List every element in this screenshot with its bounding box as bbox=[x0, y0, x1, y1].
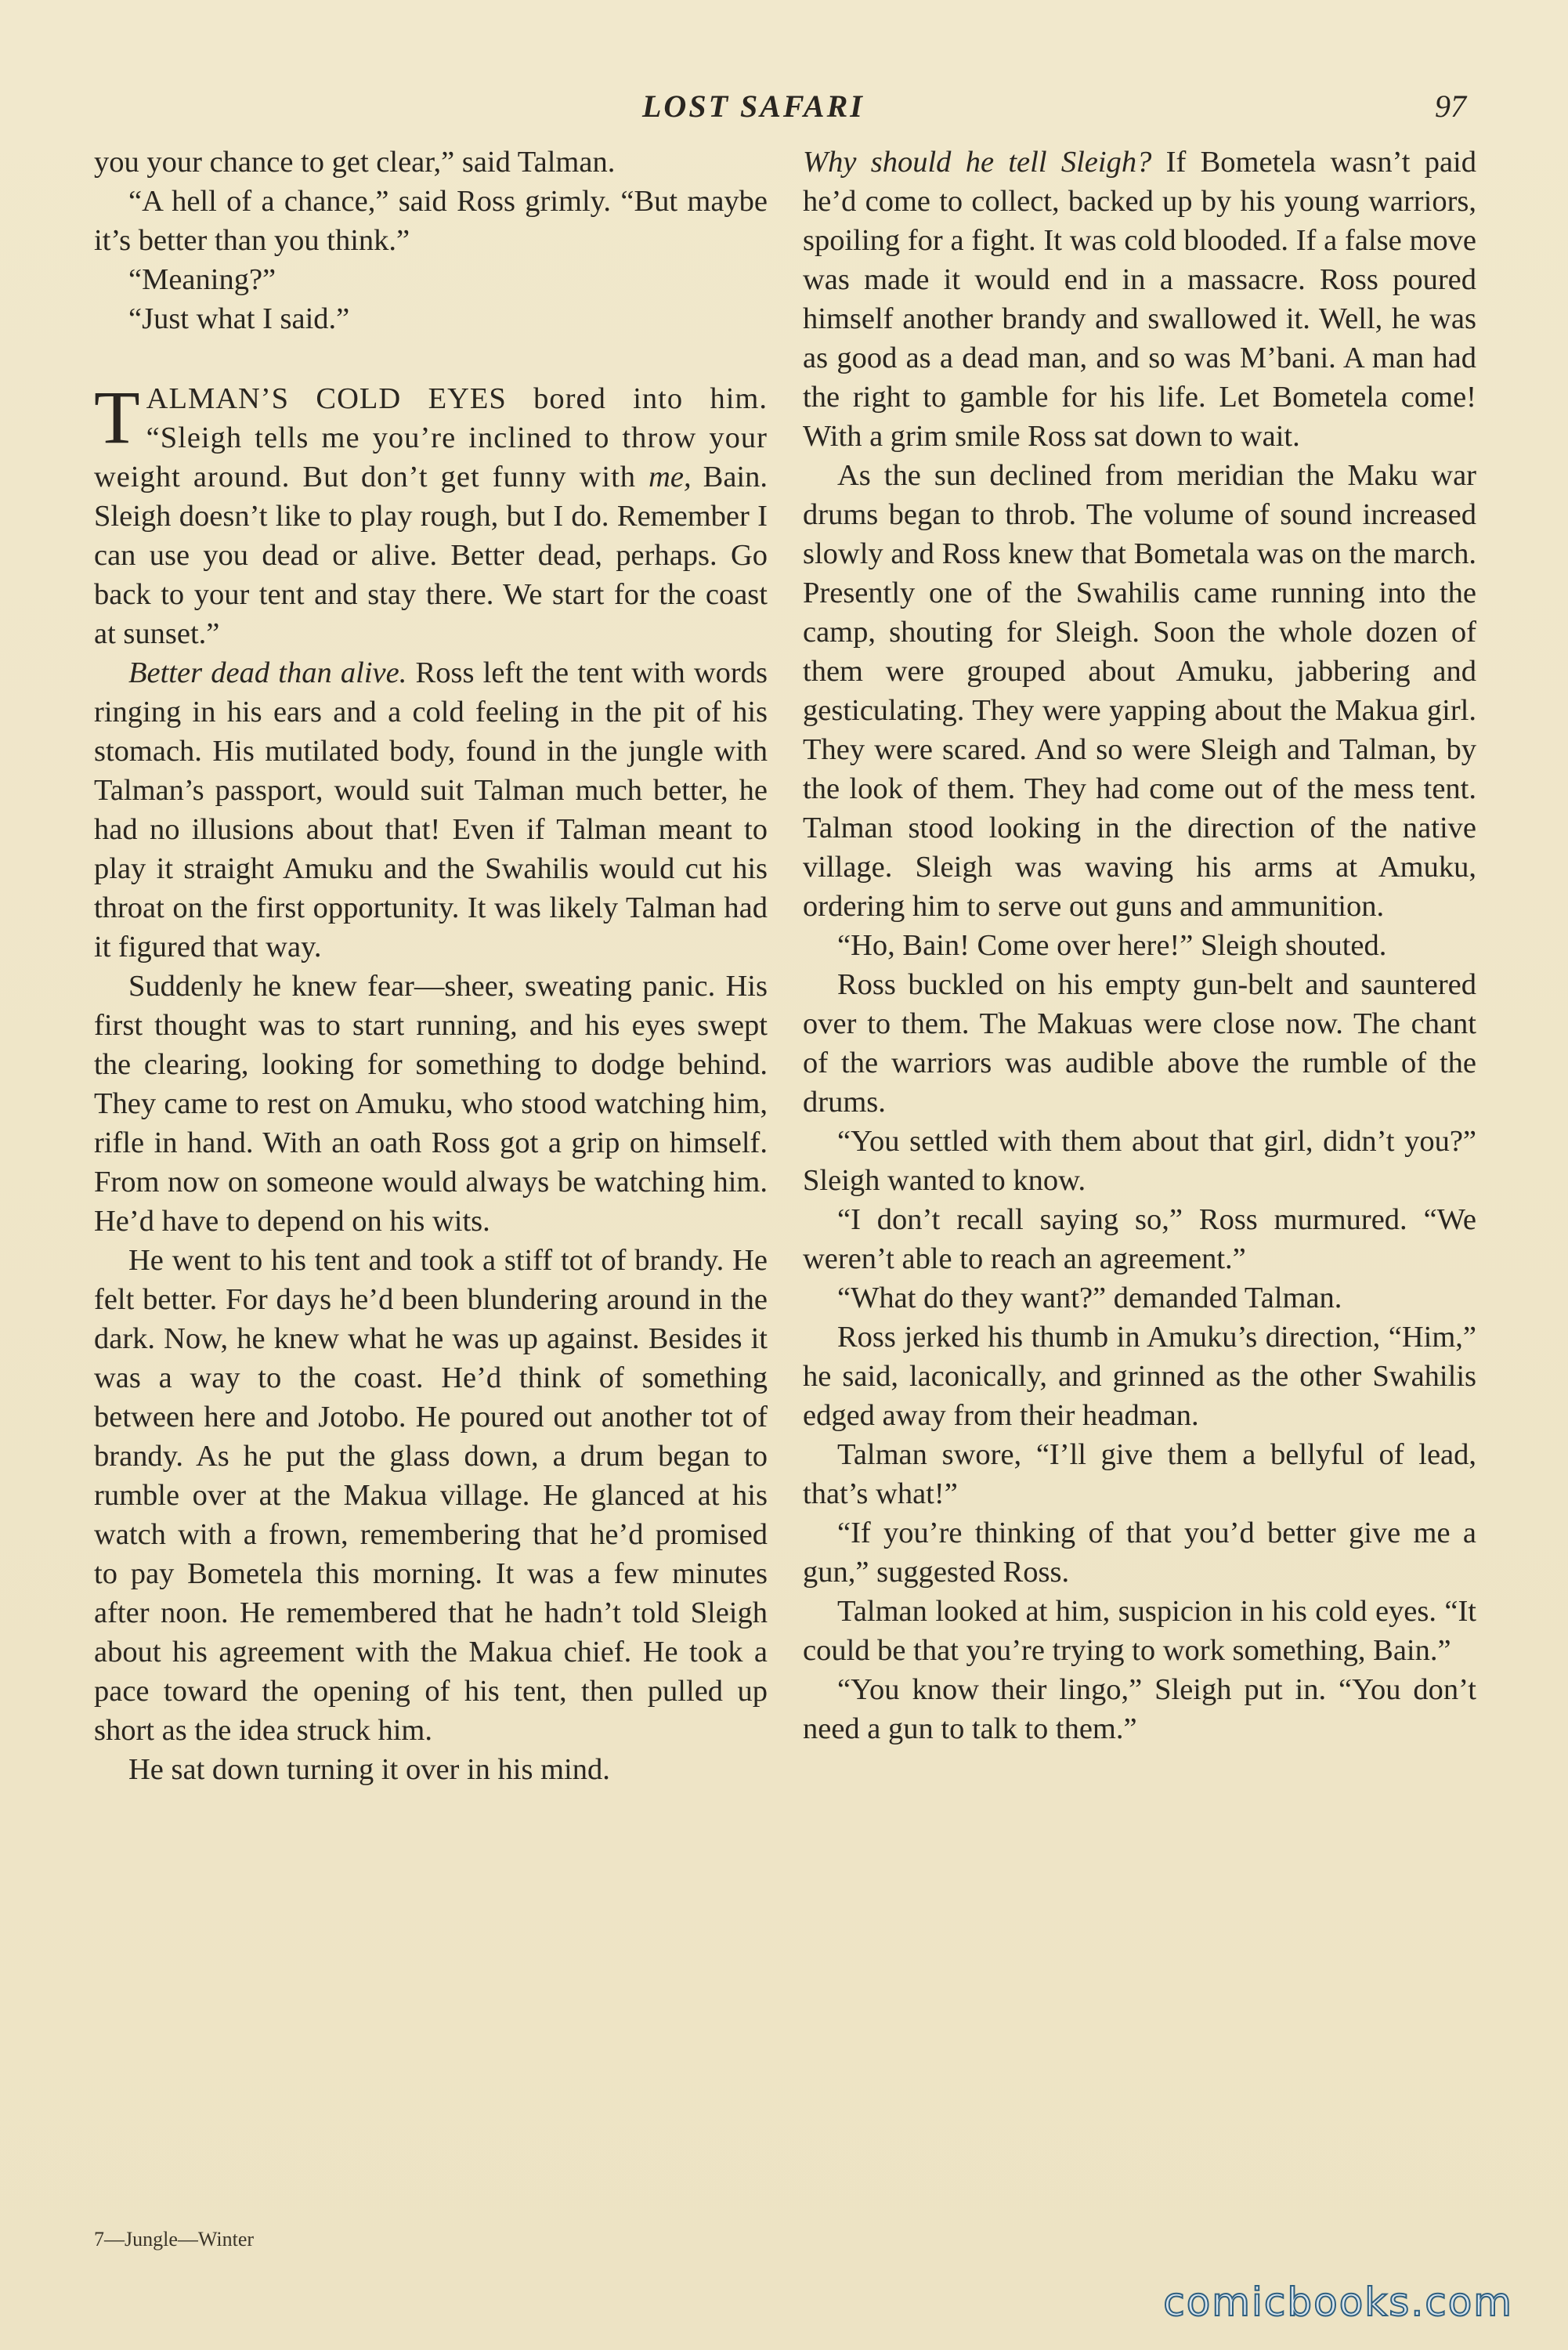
paragraph: “Meaning?” bbox=[128, 263, 276, 296]
emphasis: me, bbox=[649, 461, 692, 494]
section-opening-paragraph bbox=[94, 375, 768, 653]
left-column bbox=[94, 143, 768, 1789]
paragraph bbox=[94, 653, 768, 967]
paragraph: “Just what I said.” bbox=[128, 302, 350, 335]
paragraph: As the sun declined from meridian the Maku war drums began to throb. The volume of sound increased slowly and Ross knew that Bometala was on the march. Presently one of the Swahilis came running into the camp, shouting for Sleigh. Soon the whole dozen of them were grouped about Amuku, jabbering and gesticulating. They were yapping about the Makua girl. They were scared. And so were Sleigh and Talman, by the look of them. They had come out of the mess tent. Talman stood looking in the direction of the native village. Sleigh was waving his arms at Amuku, ordering him to serve out guns and ammunition. bbox=[803, 459, 1476, 923]
running-title: LOST SAFARI bbox=[642, 89, 865, 124]
paragraph: “A hell of a chance,” said Ross grimly. “But maybe it’s better than you think.” bbox=[94, 185, 768, 257]
paragraph-text: If Bometela wasn’t paid he’d come to collect, backed up by his young warriors, spoiling for a fight. It was cold blooded. If a false move was made it would end in a massacre. Ross poured himself another brandy and swallowed it. Well, he was as good as a dead man, and so was M’bani. A man had the right to gamble for his life. Let Bometela come! With a grim smile Ross sat down to wait. bbox=[803, 146, 1476, 453]
paragraph: “You know their lingo,” Sleigh put in. “You don’t need a gun to talk to them.” bbox=[803, 1673, 1476, 1745]
emphasis: Better dead than alive. bbox=[128, 656, 407, 689]
paragraph: Suddenly he knew fear—sheer, sweating panic. His first thought was to start running, and his eyes swept the clearing, looking for something to dodge behind. They came to rest on Amuku, who stood watching him, rifle in hand. With an oath Ross got a grip on himself. From now on someone would always be watching him. He’d have to depend on his wits. bbox=[94, 970, 768, 1238]
paragraph: “If you’re thinking of that you’d better give me a gun,” suggested Ross. bbox=[803, 1517, 1476, 1589]
signature-mark: 7—Jungle—Winter bbox=[94, 2228, 255, 2251]
right-column bbox=[803, 143, 1476, 1748]
drop-cap: T bbox=[94, 375, 140, 459]
paragraph-text: Bain. Sleigh doesn’t like to play rough, but I do. Remember I can use you dead or alive. Better dead, perhaps. Go back to your tent and stay there. We start for the coast at sunset.” bbox=[94, 461, 768, 650]
emphasis: Why should he tell Sleigh? bbox=[803, 146, 1152, 179]
watermark-logo: comicbooks.com bbox=[1163, 2280, 1513, 2325]
paragraph-text: ALMAN’S COLD EYES bored into him. “Sleigh tells me you’re inclined to throw your weight around. But don’t get funny with bbox=[94, 382, 768, 494]
paragraph: “I don’t recall saying so,” Ross murmured. “We weren’t able to reach an agreement.” bbox=[803, 1203, 1476, 1275]
paragraph: Ross buckled on his empty gun-belt and sauntered over to them. The Makuas were close now. The chant of the warriors was audible above the rumble of the drums. bbox=[803, 968, 1476, 1119]
paragraph: Talman swore, “I’ll give them a bellyful of lead, that’s what!” bbox=[803, 1438, 1476, 1510]
paragraph: “What do they want?” demanded Talman. bbox=[837, 1282, 1342, 1314]
page-number: 97 bbox=[1435, 89, 1466, 124]
paragraph: He sat down turning it over in his mind. bbox=[128, 1753, 610, 1786]
paragraph: you your chance to get clear,” said Talman. bbox=[94, 146, 616, 179]
paragraph: “You settled with them about that girl, didn’t you?” Sleigh wanted to know. bbox=[803, 1125, 1476, 1197]
paragraph: Ross jerked his thumb in Amuku’s direction, “Him,” he said, laconically, and grinned as the other Swahilis edged away from their headman. bbox=[803, 1321, 1476, 1432]
paragraph: He went to his tent and took a stiff tot of brandy. He felt better. For days he’d been blundering around in the dark. Now, he knew what he was up against. Besides it was a way to the coast. He’d think of something between here and Jotobo. He poured out another tot of brandy. As he put the glass down, a drum began to rumble over at the Makua village. He glanced at his watch with a frown, remembering that he’d promised to pay Bometela this morning. It was a few minutes after noon. He remembered that he hadn’t told Sleigh about his agreement with the Makua chief. He took a pace toward the opening of his tent, then pulled up short as the idea struck him. bbox=[94, 1244, 768, 1747]
paragraph: Talman looked at him, suspicion in his cold eyes. “It could be that you’re trying to work something, Bain.” bbox=[803, 1595, 1476, 1667]
paragraph-text: Ross left the tent with words ringing in his ears and a cold feeling in the pit of his stomach. His mutilated body, found in the jungle with Talman’s passport, would suit Talman much better, he had no illusions about that! Even if Talman meant to play it straight Amuku and the Swahilis would cut his throat on the first opportunity. It was likely Talman had it figured that way. bbox=[94, 656, 768, 964]
paragraph bbox=[803, 143, 1476, 456]
page-header bbox=[0, 88, 1568, 135]
paragraph: “Ho, Bain! Come over here!” Sleigh shouted. bbox=[837, 929, 1387, 962]
